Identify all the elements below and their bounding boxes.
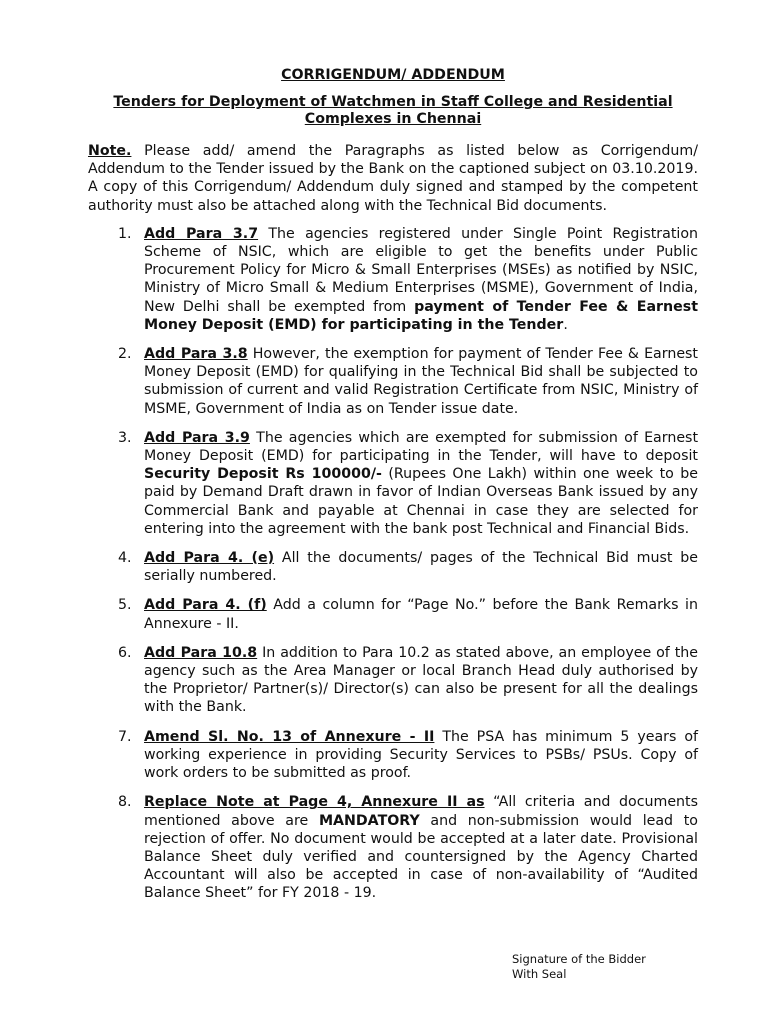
item-heading: Add Para 4. (e) xyxy=(144,550,275,567)
item-number: 8. xyxy=(118,794,132,811)
item-text: In addition to Para 10.2 as stated above, an employee of the agency such as the Area Manager or local Branch Head duly authorised by the Proprietor/ Partner(s)/ Director(s) can also be present for all the dealings with the Bank. xyxy=(144,644,698,716)
item-text: The PSA has minimum 5 years of working experience in providing Security Services to PSBs/ PSUs. Copy of work orders to be submitted as proof. xyxy=(144,728,698,782)
note-paragraph xyxy=(88,142,698,215)
item-heading: Replace Note at Page 4, Annexure II as xyxy=(144,794,485,811)
item-text: “All criteria and documents mentioned above are xyxy=(144,794,698,829)
note-text: Please add/ amend the Paragraphs as listed below as Corrigendum/ Addendum to the Tender issued by the Bank on the captioned subject on 03.10.2019. A copy of this Corrigendum/ Addendum duly signed and stamped by the competent authority must also be attached along with the Technical Bid documents. xyxy=(88,143,698,214)
item-bold-text: payment of Tender Fee & Earnest Money Deposit (EMD) for participating in the Tender xyxy=(144,298,698,333)
list-item xyxy=(88,644,698,717)
item-text: Add a column for “Page No.” before the Bank Remarks in Annexure - II. xyxy=(144,597,698,632)
item-bold-text: MANDATORY xyxy=(318,812,420,829)
item-number: 3. xyxy=(118,429,132,446)
list-item xyxy=(88,793,698,902)
item-number: 7. xyxy=(118,728,132,745)
item-heading: Add Para 3.8 xyxy=(144,346,248,363)
item-text-end: and non-submission would lead to rejection of offer. No document would be accepted at a later date. Provisional Balance Sheet duly verified and countersigned by the Agency Charted Accountant will also be accepted in case of non-availability of “Audited Balance Sheet” for FY 2018 - 19. xyxy=(144,812,698,902)
note-label: Note. xyxy=(88,143,132,159)
item-text: The agencies registered under Single Point Registration Scheme of NSIC, which are eligible to get the benefits under Public Procurement Policy for Micro & Small Enterprises (MSEs) as notified by NSIC, Ministry of Micro Small & Medium Enterprises (MSME), Government of India, New Delhi shall be exempted from xyxy=(144,225,699,315)
item-number: 1. xyxy=(118,225,132,242)
item-text-end: . xyxy=(563,316,568,333)
list-item xyxy=(88,549,698,585)
item-number: 4. xyxy=(118,550,132,567)
list-item xyxy=(88,429,698,538)
document-subtitle: Tenders for Deployment of Watchmen in Staff College and Residential Complexes in Chennai xyxy=(113,94,673,127)
item-heading: Amend Sl. No. 13 of Annexure - II xyxy=(144,728,435,745)
item-text-end: (Rupees One Lakh) within one week to be paid by Demand Draft drawn in favor of Indian Overseas Bank issued by any Commercial Bank and payable at Chennai in case they are selected for entering into the agreement with the bank post Technical and Financial Bids. xyxy=(144,466,698,537)
amendment-list xyxy=(88,225,698,903)
item-heading: Add Para 10.8 xyxy=(144,644,258,661)
signature-line-1: Signature of the Bidder xyxy=(512,952,646,966)
item-text: However, the exemption for payment of Tender Fee & Earnest Money Deposit (EMD) for qualifying in the Technical Bid shall be subjected to submission of current and valid Registration Certificate from NSIC, Ministry of MSME, Government of India as on Tender issue date. xyxy=(144,346,698,417)
list-item xyxy=(88,345,698,418)
list-item xyxy=(88,225,698,334)
list-item xyxy=(88,596,698,632)
item-number: 6. xyxy=(118,644,132,661)
item-heading: Add Para 3.7 xyxy=(144,225,259,242)
item-bold-text: Security Deposit Rs 100000/- xyxy=(144,466,382,483)
document-title: CORRIGENDUM/ ADDENDUM xyxy=(281,67,505,83)
list-item xyxy=(88,728,698,783)
item-text: The agencies which are exempted for submission of Earnest Money Deposit (EMD) for participating in the Tender, will have to deposit xyxy=(144,429,699,465)
item-number: 5. xyxy=(118,597,132,614)
item-number: 2. xyxy=(118,346,132,363)
item-text: All the documents/ pages of the Technical Bid must be serially numbered. xyxy=(144,550,698,585)
signature-line-2: With Seal xyxy=(512,967,567,981)
item-heading: Add Para 3.9 xyxy=(144,429,250,446)
item-heading: Add Para 4. (f) xyxy=(144,597,267,614)
signature-block xyxy=(512,952,646,982)
